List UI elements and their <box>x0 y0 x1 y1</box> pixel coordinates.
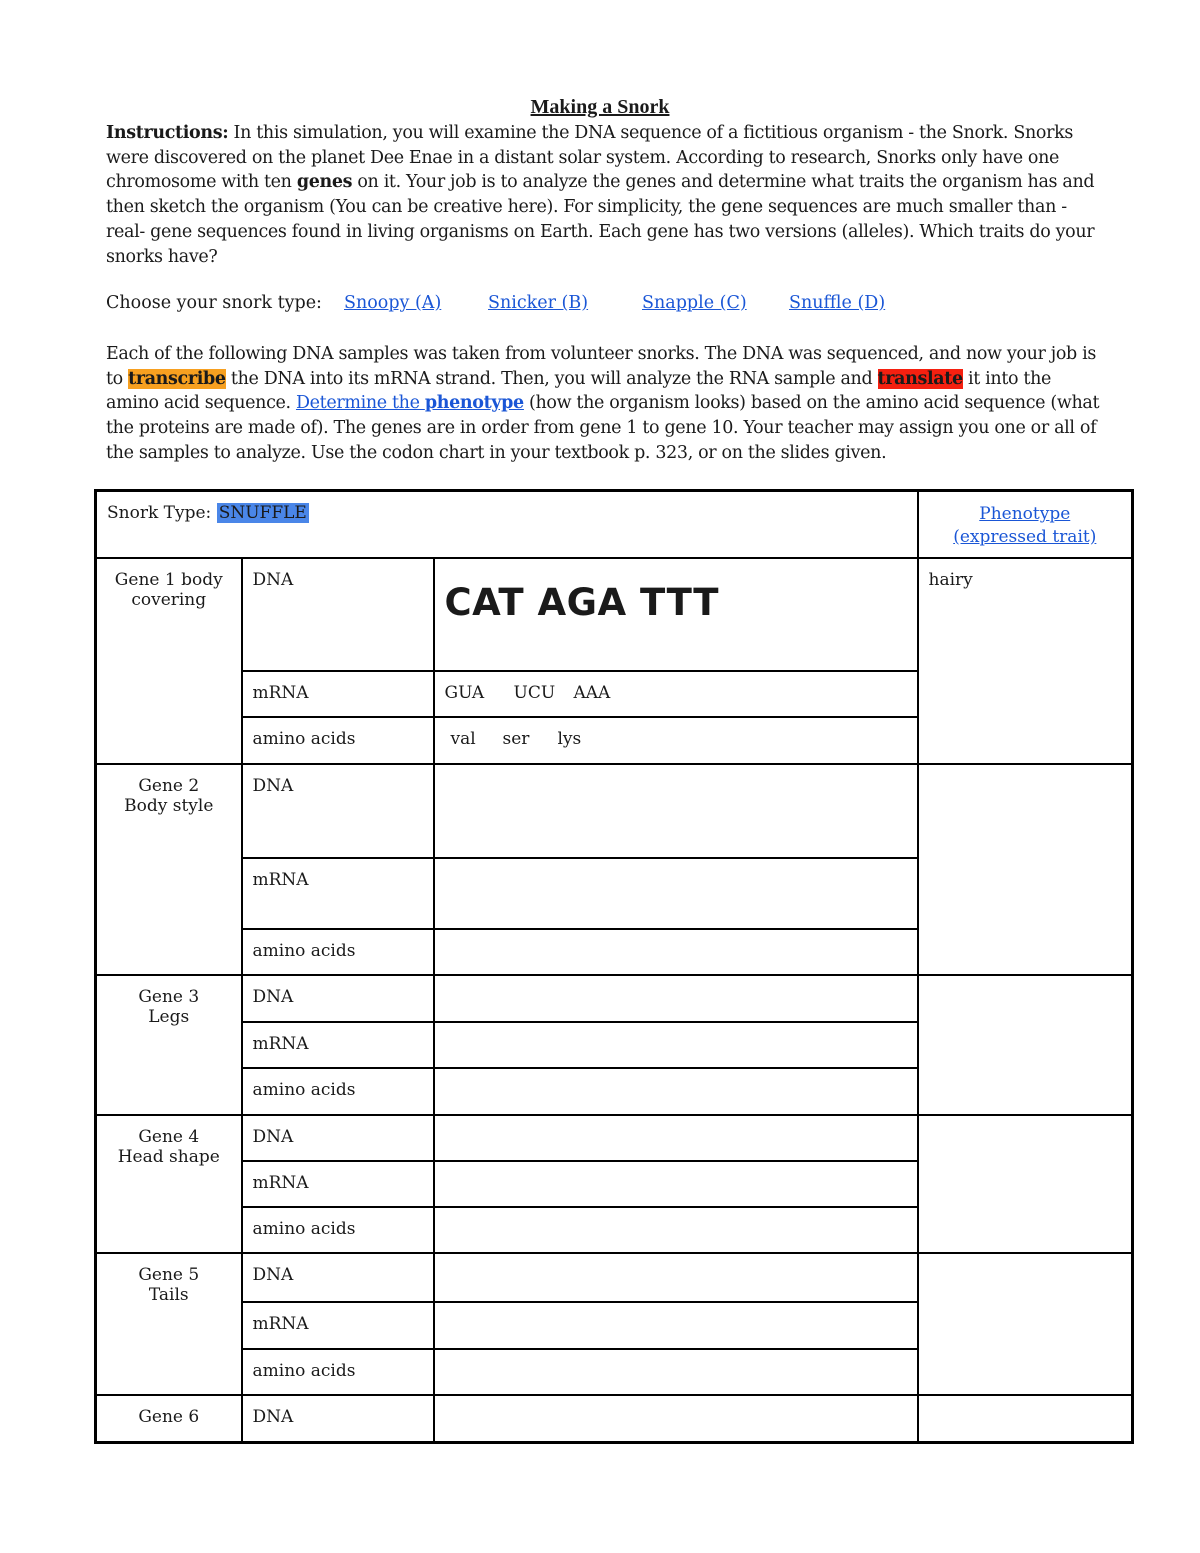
mrna-codon: AAA <box>573 682 611 703</box>
instructions-bold-genes: genes <box>296 172 353 193</box>
page-title: Making a Snork <box>530 96 670 118</box>
snork-option-snoopy[interactable]: Snoopy (A) <box>344 293 442 313</box>
snork-type-cell <box>96 491 918 558</box>
gene-3-dna-row <box>96 975 1133 1022</box>
gene-4-number: Gene 4 <box>138 1126 200 1147</box>
gene-4-trait: Head shape <box>117 1146 220 1167</box>
gene-1-dna-row <box>96 558 1133 671</box>
gene-1-dna-cell[interactable] <box>434 558 918 671</box>
gene-1-phenotype-cell[interactable]: hairy <box>918 558 1133 764</box>
samples-text-2: the DNA into its mRNA strand. Then, you will analyze the RNA sample and <box>225 368 878 389</box>
gene-1-label: Gene 1 body covering <box>96 558 242 764</box>
gene-5-number: Gene 5 <box>138 1264 200 1285</box>
gene-3-amino-label: amino acids <box>242 1068 434 1115</box>
gene-6-dna-cell[interactable] <box>434 1395 918 1443</box>
gene-3-phenotype-cell[interactable] <box>918 975 1133 1115</box>
gene-3-amino-cell[interactable] <box>434 1068 918 1115</box>
snork-option-snapple[interactable]: Snapple (C) <box>642 293 747 313</box>
gene-4-dna-row <box>96 1115 1133 1161</box>
gene-1-dna-label: DNA <box>242 558 434 671</box>
gene-1-amino-cell[interactable] <box>434 717 918 764</box>
gene-1-mrna-label: mRNA <box>242 671 434 717</box>
gene-6-phenotype-cell[interactable] <box>918 1395 1133 1443</box>
gene-3-mrna-cell[interactable] <box>434 1022 918 1068</box>
gene-5-mrna-cell[interactable] <box>434 1302 918 1349</box>
gene-5-dna-row <box>96 1253 1133 1302</box>
gene-2-dna-cell[interactable] <box>434 764 918 858</box>
gene-1-dna-value: CAT AGA TTT <box>444 580 719 624</box>
gene-6-dna-label: DNA <box>242 1395 434 1443</box>
instructions-label: Instructions: <box>106 123 229 143</box>
instructions-text-2: on it. Your job is to analyze the genes and determine what traits the organism has and then sketch the organism (You can be creative here). For simplicity, the gene sequences are much smaller than -real- gene sequences found in living organisms on Earth. Each gene has two versions (alleles). Which traits do your snorks have? <box>106 172 1095 267</box>
gene-4-label <box>96 1115 242 1253</box>
samples-paragraph <box>106 342 1101 466</box>
snork-type-value[interactable]: SNUFFLE <box>218 503 307 523</box>
snork-type-label: Snork Type: <box>107 503 217 523</box>
choose-label: Choose your snork type: <box>106 293 322 313</box>
gene-2-label <box>96 764 242 975</box>
gene-2-trait: Body style <box>124 795 214 816</box>
gene-5-label <box>96 1253 242 1395</box>
transcribe-highlight: transcribe <box>128 368 226 389</box>
gene-5-mrna-label: mRNA <box>242 1302 434 1349</box>
gene-1-amino-label: amino acids <box>242 717 434 764</box>
table-header-row <box>96 491 1133 558</box>
snork-option-snicker[interactable]: Snicker (B) <box>488 293 589 313</box>
gene-4-dna-label: DNA <box>242 1115 434 1161</box>
determine-phenotype-link[interactable] <box>296 393 524 413</box>
gene-5-amino-cell[interactable] <box>434 1349 918 1395</box>
amino-acid: ser <box>502 728 530 749</box>
gene-3-number: Gene 3 <box>138 986 200 1007</box>
gene-3-trait: Legs <box>148 1006 190 1027</box>
gene-6-dna-row <box>96 1395 1133 1443</box>
gene-2-amino-cell[interactable] <box>434 929 918 975</box>
gene-3-label <box>96 975 242 1115</box>
gene-6-label: Gene 6 <box>96 1395 242 1443</box>
gene-2-phenotype-cell[interactable] <box>918 764 1133 975</box>
gene-2-mrna-cell[interactable] <box>434 858 918 929</box>
expressed-trait-link[interactable]: (expressed trait) <box>953 527 1097 547</box>
instructions-paragraph <box>106 121 1101 269</box>
gene-4-phenotype-cell[interactable] <box>918 1115 1133 1253</box>
amino-acid: lys <box>557 728 582 749</box>
gene-analysis-table <box>94 489 1134 1444</box>
gene-5-phenotype-cell[interactable] <box>918 1253 1133 1395</box>
gene-4-dna-cell[interactable] <box>434 1115 918 1161</box>
gene-3-dna-cell[interactable] <box>434 975 918 1022</box>
samples-text-4: (how the organism looks) based on the amino acid sequence (what the proteins are made of). The genes are in order from gene 1 to gene 10. Your teacher may assign you one or all of the samples to analyze. Use the codon chart in your textbook p. 323, or on the slides given. <box>106 393 1100 463</box>
translate-highlight: translate <box>877 368 963 389</box>
gene-4-mrna-label: mRNA <box>242 1161 434 1207</box>
gene-3-dna-label: DNA <box>242 975 434 1022</box>
gene-1-mrna-cell[interactable] <box>434 671 918 717</box>
gene-2-mrna-label: mRNA <box>242 858 434 929</box>
determine-link-text: Determine the <box>295 393 425 414</box>
gene-4-amino-label: amino acids <box>242 1207 434 1253</box>
gene-5-trait: Tails <box>148 1284 189 1305</box>
phenotype-header-cell <box>918 491 1133 558</box>
gene-5-dna-label: DNA <box>242 1253 434 1302</box>
gene-5-amino-label: amino acids <box>242 1349 434 1395</box>
gene-5-dna-cell[interactable] <box>434 1253 918 1302</box>
samples-text-3: it into the amino acid sequence. <box>106 368 1052 414</box>
amino-acid: val <box>450 728 476 749</box>
gene-2-amino-label: amino acids <box>242 929 434 975</box>
mrna-codon: GUA <box>444 682 485 703</box>
instructions-text-1: In this simulation, you will examine the DNA sequence of a fictitious organism - the Snork. Snorks were discovered on the planet Dee Enae in a distant solar system. According to research, Snorks only have one chromosome with ten <box>106 123 1073 193</box>
mrna-codon: UCU <box>513 682 556 703</box>
gene-4-amino-cell[interactable] <box>434 1207 918 1253</box>
phenotype-header-link[interactable]: Phenotype <box>979 504 1071 524</box>
gene-3-mrna-label: mRNA <box>242 1022 434 1068</box>
samples-text-1: Each of the following DNA samples was taken from volunteer snorks. The DNA was sequenced, and now your job is to <box>106 344 1096 389</box>
gene-2-number: Gene 2 <box>138 775 200 796</box>
gene-2-dna-row <box>96 764 1133 858</box>
snork-option-snuffle[interactable]: Snuffle (D) <box>789 293 886 313</box>
gene-4-mrna-cell[interactable] <box>434 1161 918 1207</box>
gene-2-dna-label: DNA <box>242 764 434 858</box>
phenotype-link-bold: phenotype <box>424 393 524 414</box>
